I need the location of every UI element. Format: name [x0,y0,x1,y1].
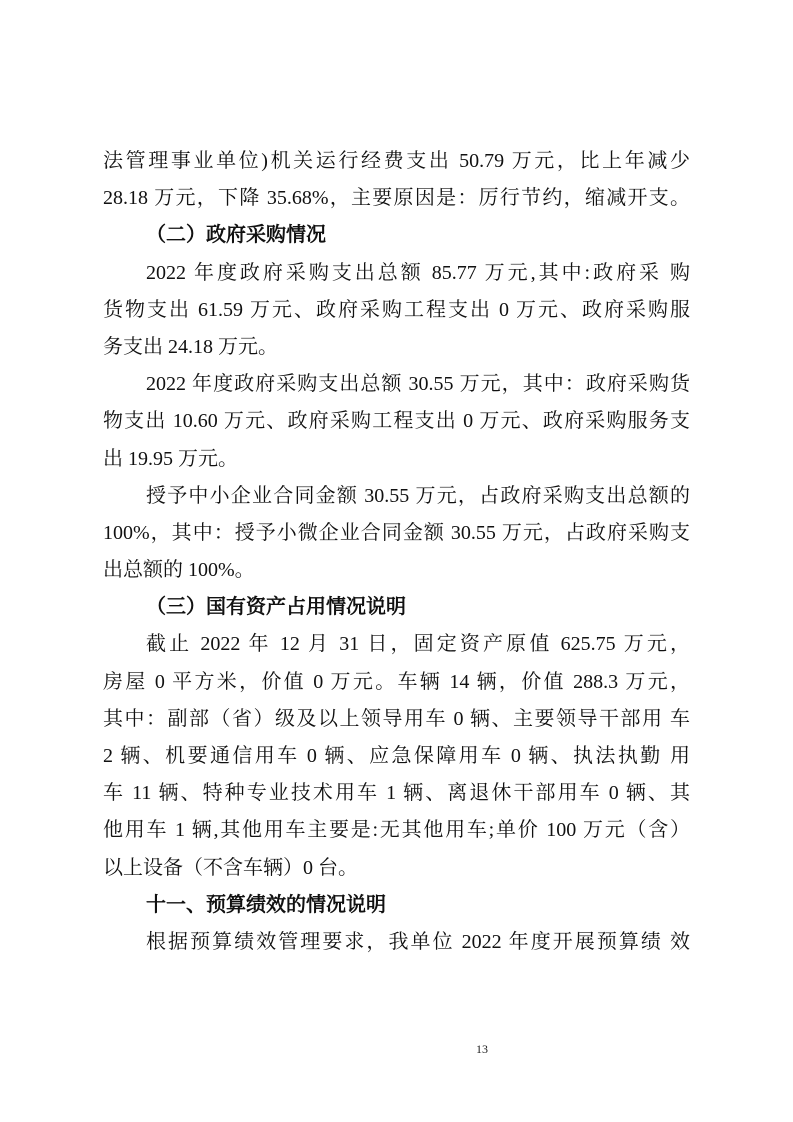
procurement-paragraph-1 [103,255,690,367]
paragraph-line: 授予中小企业合同金额 30.55 万元，占政府采购支出总额的 [146,484,690,507]
paragraph-line: 物支出 10.60 万元、政府采购工程支出 0 万元、政府采购服务支 [103,410,690,433]
paragraph-line: 2022 年度政府采购支出总额 85.77 万元,其中:政府采 购 [146,261,690,284]
paragraph-line: 28.18 万元，下降 35.68%，主要原因是：厉行节约，缩减开支。 [103,187,690,210]
document-body [103,143,690,961]
paragraph-line: 出总额的 100%。 [103,559,255,582]
state-assets-paragraph [103,626,690,886]
paragraph-line: 房屋 0 平方米，价值 0 万元。车辆 14 辆，价值 288.3 万元， [103,670,690,693]
paragraph-line: 截止 2022 年 12 月 31 日，固定资产原值 625.75 万元， [146,633,690,656]
procurement-paragraph-3 [103,478,690,590]
paragraph-line: 出 19.95 万元。 [103,447,238,470]
page-number: 13 [476,1042,488,1056]
paragraph-line: 他用车 1 辆,其他用车主要是:无其他用车;单价 100 万元（含） [103,819,690,842]
paragraph-line: 2022 年度政府采购支出总额 30.55 万元，其中：政府采购货 [146,373,690,396]
paragraph-line: 100%，其中：授予小微企业合同金额 30.55 万元，占政府采购支 [103,521,690,544]
section-heading-procurement: （二）政府采购情况 [146,224,326,247]
paragraph-line: 其中：副部（省）级及以上领导用车 0 辆、主要领导干部用 车 [103,707,690,730]
section-heading-budget-performance: 十一、预算绩效的情况说明 [146,893,386,916]
paragraph-line: 根据预算绩效管理要求，我单位 2022 年度开展预算绩 效 [146,930,690,953]
paragraph-line: 车 11 辆、特种专业技术用车 1 辆、离退休干部用车 0 辆、其 [103,782,690,805]
paragraph-line: 货物支出 61.59 万元、政府采购工程支出 0 万元、政府采购服 [103,298,690,321]
continuation-paragraph [103,143,690,217]
paragraph-line: 2 辆、机要通信用车 0 辆、应急保障用车 0 辆、执法执勤 用 [103,745,690,767]
paragraph-line: 务支出 24.18 万元。 [103,335,278,358]
paragraph-line: 法管理事业单位)机关运行经费支出 50.79 万元，比上年减少 [103,150,690,172]
procurement-paragraph-2 [103,366,690,478]
section-heading-state-assets: （三）国有资产占用情况说明 [146,596,406,619]
budget-performance-paragraph [103,924,690,961]
paragraph-line: 以上设备（不含车辆）0 台。 [103,856,358,879]
